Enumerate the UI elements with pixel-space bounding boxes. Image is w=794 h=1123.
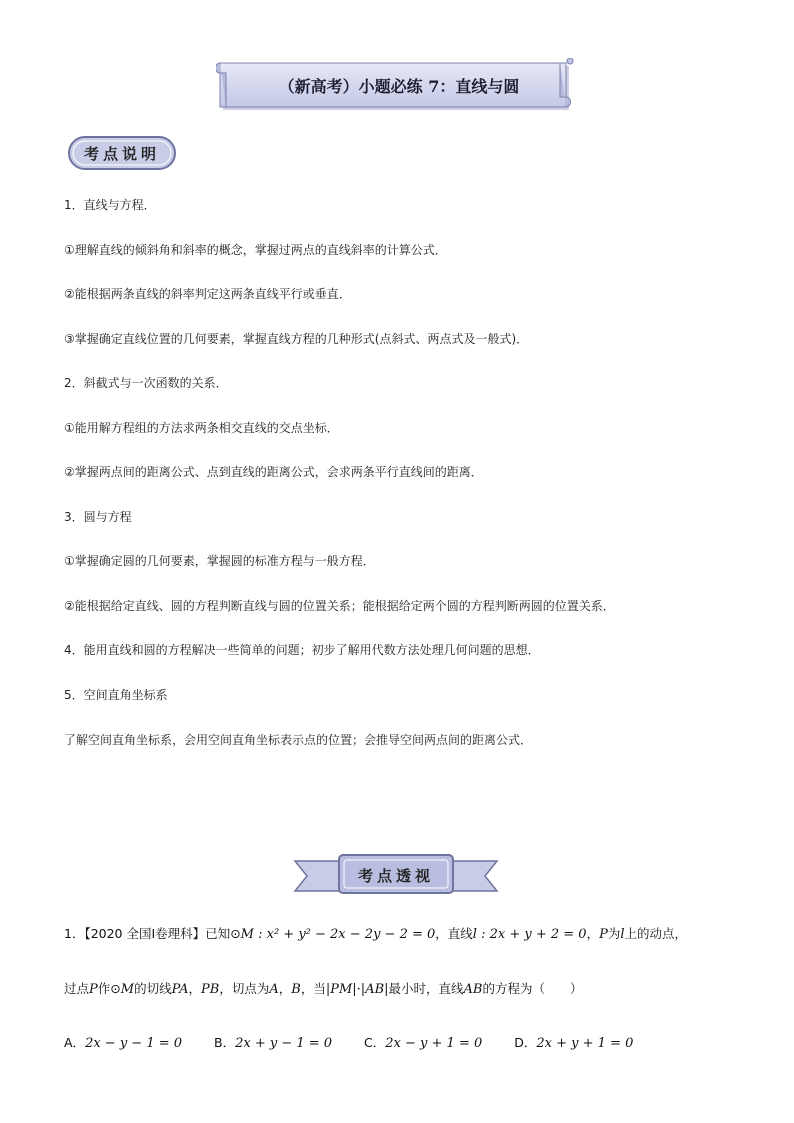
title-banner	[216, 58, 576, 112]
section-badge-kaodian-toushi	[293, 853, 499, 897]
question-text: ，切点为	[219, 981, 270, 996]
page-title: （新高考）小题必练 7：直线与圆	[278, 76, 520, 96]
question-line-2	[64, 979, 583, 997]
syllabus-line: 5．空间直角坐标系	[64, 688, 168, 702]
option-d[interactable]	[514, 1033, 633, 1051]
option-a[interactable]	[64, 1033, 182, 1051]
circle-m: M	[120, 982, 135, 997]
question-text: ，当	[300, 981, 326, 996]
syllabus-line: 1．直线与方程．	[64, 198, 156, 212]
option-label: B．	[214, 1035, 236, 1050]
line-ab: AB	[463, 982, 483, 997]
question-line-1	[64, 924, 687, 942]
point-a: A	[269, 982, 279, 997]
answer-options	[64, 1033, 661, 1051]
option-c[interactable]	[364, 1033, 482, 1051]
question-text: 的方程为（ ）	[482, 981, 583, 996]
syllabus-line: ②能根据两条直线的斜率判定这两条直线平行或垂直．	[64, 287, 351, 301]
question-text: 已知⊙	[205, 926, 241, 941]
line-l: l	[620, 927, 625, 942]
line-equation: l : 2x + y + 2 = 0	[472, 927, 587, 942]
syllabus-line: 2．斜截式与一次函数的关系．	[64, 376, 228, 390]
option-label: C．	[364, 1035, 386, 1050]
question-text: ，	[278, 981, 292, 996]
question-text: ，	[586, 926, 600, 941]
syllabus-line: ①理解直线的倾斜角和斜率的概念，掌握过两点的直线斜率的计算公式．	[64, 243, 447, 257]
point-p: P	[89, 982, 98, 997]
tangent-pa: PA	[171, 982, 189, 997]
badge-label: 考点说明	[83, 144, 160, 163]
question-text: ，	[188, 981, 202, 996]
syllabus-line: ②掌握两点间的距离公式、点到直线的距离公式，会求两条平行直线间的距离．	[64, 465, 483, 479]
syllabus-line: 了解空间直角坐标系，会用空间直角坐标表示点的位置；会推导空间两点间的距离公式．	[64, 733, 533, 747]
option-label: D．	[514, 1035, 537, 1050]
circle-equation: M : x² + y² − 2x − 2y − 2 = 0	[240, 927, 436, 942]
option-expression: 2x − y + 1 = 0	[385, 1036, 483, 1051]
syllabus-line: ③掌握确定直线位置的几何要素，掌握直线方程的几种形式(点斜式、两点式及一般式)．	[64, 332, 529, 346]
question-text: 的切线	[134, 981, 172, 996]
question-text: 最小时，直线	[388, 981, 464, 996]
product-expression: |PM|·|AB|	[325, 982, 389, 997]
syllabus-line: 3．圆与方程	[64, 510, 132, 524]
question-source: 【2020 全国Ⅰ卷理科】	[84, 926, 206, 941]
badge-label: 考点透视	[357, 866, 434, 885]
syllabus-line: ②能根据给定直线、圆的方程判断直线与圆的位置关系；能根据给定两个圆的方程判断两圆的位置关系．	[64, 599, 615, 613]
option-label: A．	[64, 1035, 86, 1050]
question-text: ，直线	[435, 926, 473, 941]
question-text: 为	[607, 926, 621, 941]
option-expression: 2x + y − 1 = 0	[235, 1036, 333, 1051]
point-p: P	[599, 927, 608, 942]
question-number: 1．	[64, 926, 85, 941]
question-text: 过点	[64, 981, 90, 996]
option-expression: 2x + y + 1 = 0	[536, 1036, 634, 1051]
syllabus-line: ①掌握确定圆的几何要素，掌握圆的标准方程与一般方程．	[64, 554, 375, 568]
section-badge-kaodian-shuoming	[66, 134, 178, 172]
question-text: 上的动点，	[624, 926, 688, 941]
option-b[interactable]	[214, 1033, 332, 1051]
syllabus-line: 4．能用直线和圆的方程解决一些简单的问题；初步了解用代数方法处理几何问题的思想．	[64, 643, 540, 657]
question-text: 作⊙	[97, 981, 121, 996]
syllabus-line: ①能用解方程组的方法求两条相交直线的交点坐标．	[64, 421, 339, 435]
option-expression: 2x − y − 1 = 0	[85, 1036, 183, 1051]
point-b: B	[291, 982, 301, 997]
tangent-pb: PB	[201, 982, 220, 997]
